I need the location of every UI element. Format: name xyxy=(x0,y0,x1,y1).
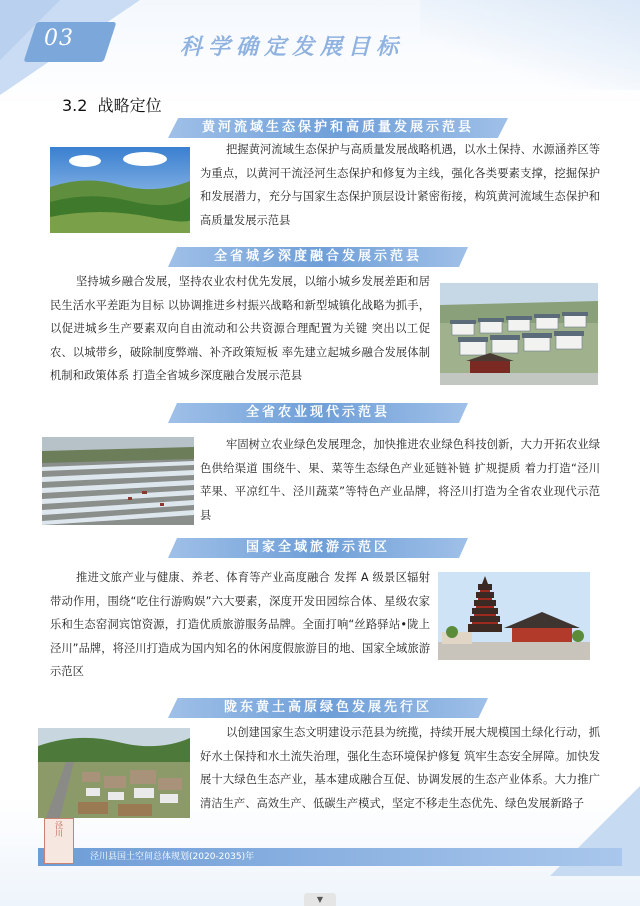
banner-title: 国家全域旅游示范区 xyxy=(245,540,390,555)
chevron-down-icon: ▼ xyxy=(316,895,324,904)
chapter-number: 03 xyxy=(44,26,74,51)
banner-3 xyxy=(168,403,468,423)
section-heading xyxy=(62,93,162,116)
section-number: 3.2 xyxy=(62,96,88,115)
banner-title: 全省城乡深度融合发展示范县 xyxy=(213,249,422,264)
pagoda-temple-photo xyxy=(438,572,590,660)
greenhouses-photo xyxy=(42,437,194,525)
paragraph: 坚持城乡融合发展，坚持农业农村优先发展，以缩小城乡发展差距和居民生活水平差距为目标 以协调推进乡村振兴战略和新型城镇化战略为抓手，以促进城乡生产要素双向自由流动和公共资源合理配置为关键 突出以工促农、以城带乡，破除制度弊端、补齐政策短板 率先建立起城乡融合发展体制机制和政策体系 打造全省城乡深度融合发展示范县 xyxy=(50,275,430,382)
banner-4 xyxy=(168,538,468,558)
valley-town-photo xyxy=(38,728,190,818)
scroll-down-button[interactable] xyxy=(304,893,336,906)
banner-5 xyxy=(168,698,488,718)
banner-title: 黄河流域生态保护和高质量发展示范县 xyxy=(201,120,474,135)
corner-decoration xyxy=(420,0,640,90)
banner-title: 陇东黄土高原绿色发展先行区 xyxy=(223,700,432,715)
banner-2 xyxy=(168,247,468,267)
paragraph: 把握黄河流域生态保护与高质量发展战略机遇，以水土保持、水源涵养区等为重点，以黄河干流泾河生态保护和修复为主线，强化各类要素支撑，挖掘保护和发展潜力，充分与国家生态保护顶层设计紧密衔接，构筑黄河流域生态保护和高质量发展示范县 xyxy=(200,143,600,227)
paragraph: 以创建国家生态文明建设示范县为统揽，持续开展大规模国土绿化行动，抓好水土保持和水土流失治理，强化生态环境保护修复 筑牢生态安全屏障。加快发展十大绿色生态产业，基本建成融合互促、协调发展的生态产业体系。大力推广清洁生产、高效生产、低碳生产模式，坚定不移走生态优先、绿色发展新路子 xyxy=(200,726,600,810)
paragraph: 推进文旅产业与健康、养老、体育等产业高度融合 发挥 A 级景区辐射带动作用，围绕“吃住行游购娱”六大要素，深度开发田园综合体、星级农家乐和生态窑洞宾馆资源，打造优质旅游服务品牌。全面打响“丝路驿站•陇上泾川”品牌，将泾川打造成为国内知名的休闲度假旅游目的地、国家全域旅游示范区 xyxy=(50,571,430,678)
banner-1 xyxy=(168,118,508,138)
seal-logo: 泾川 xyxy=(44,818,74,864)
banner-title: 全省农业现代示范县 xyxy=(245,405,390,420)
paragraph: 牢固树立农业绿色发展理念，加快推进农业绿色科技创新，大力开拓农业绿色供给渠道 围绕牛、果、菜等生态绿色产业延链补链 扩规提质 着力打造“泾川苹果、平凉红牛、泾川蔬菜”等特色产业品牌，将泾川打造为全省农业现代示范县 xyxy=(200,438,600,522)
footer-plan-title: 泾川县国土空间总体规划(2020-2035)年 xyxy=(90,852,255,862)
page-title: 科学确定发展目标 xyxy=(180,34,405,60)
terraced-hills-photo xyxy=(50,147,190,233)
section-title: 战略定位 xyxy=(97,96,162,115)
village-houses-photo xyxy=(440,283,598,385)
